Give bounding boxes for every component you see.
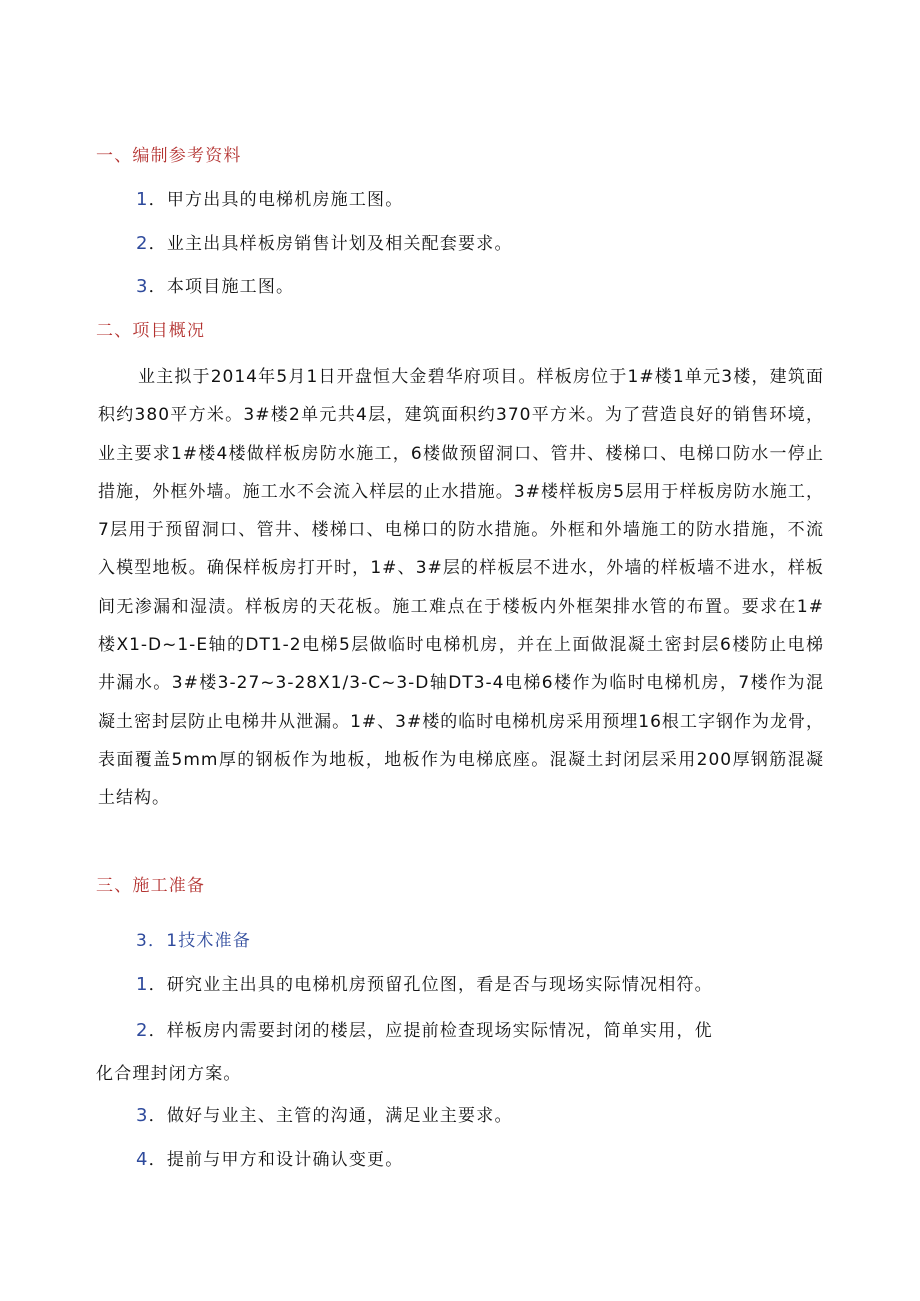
list-number: 3 [136,1105,149,1126]
list-item [136,1104,513,1128]
list-item [136,232,513,256]
list-item-continuation: 化合理封闭方案。 [96,1064,242,1084]
list-item [136,275,294,299]
subsection-heading: 3．1技术准备 [136,931,252,951]
list-number: 3 [136,276,149,297]
list-text: ．甲方出具的电梯机房施工图。 [148,190,404,210]
list-item [136,1148,403,1172]
list-number: 1 [136,189,149,210]
list-number: 1 [136,974,149,995]
section-heading-2: 二、项目概况 [96,321,206,341]
list-text: ．研究业主出具的电梯机房预留孔位图，看是否与现场实际情况相符。 [148,975,713,995]
list-text: ．业主出具样板房销售计划及相关配套要求。 [148,234,513,254]
list-item [136,188,403,212]
list-text: ．提前与甲方和设计确认变更。 [148,1150,404,1170]
list-text: ．本项目施工图。 [148,277,295,297]
list-text: ．样板房内需要封闭的楼层，应提前检查现场实际情况，简单实用，优 [148,1021,713,1041]
section-heading-1: 一、编制参考资料 [96,146,242,166]
project-overview-paragraph: 业主拟于2014年5月1日开盘恒大金碧华府项目。样板房位于1#楼1单元3楼，建筑面积约380平方米。3#楼2单元共4层，建筑面积约370平方米。为了营造良好的销售环境，业主要求1#楼4楼做样板房防水施工，6楼做预留洞口、管井、楼梯口、电梯口防水一停止措施，外框外墙。施工水不会流入样层的止水措施。3#楼样板房5层用于样板房防水施工，7层用于预留洞口、管井、楼梯口、电梯口的防水措施。外框和外墙施工的防水措施，不流入模型地板。确保样板房打开时，1#、3#层的样板层不进水，外墙的样板墙不进水，样板间无渗漏和湿渍。样板房的天花板。施工难点在于楼板内外框架排水管的布置。要求在1#楼X1-D~1-E轴的DT1-2电梯5层做临时电梯机房，并在上面做混凝土密封层6楼防止电梯井漏水。3#楼3-27~3-28X1/3-C~3-D轴DT3-4电梯6楼作为临时电梯机房，7楼作为混凝土密封层防止电梯井从泄漏。1#、3#楼的临时电梯机房采用预埋16根工字钢作为龙骨，表面覆盖5mm厚的钢板作为地板，地板作为电梯底座。混凝土封闭层采用200厚钢筋混凝土结构。 [98,367,824,809]
list-number: 4 [136,1149,149,1170]
list-text: ．做好与业主、主管的沟通，满足业主要求。 [148,1106,513,1126]
list-item [136,1019,713,1043]
list-number: 2 [136,233,149,254]
list-item [136,973,713,997]
section-heading-3: 三、施工准备 [96,876,206,896]
list-number: 2 [136,1020,149,1041]
